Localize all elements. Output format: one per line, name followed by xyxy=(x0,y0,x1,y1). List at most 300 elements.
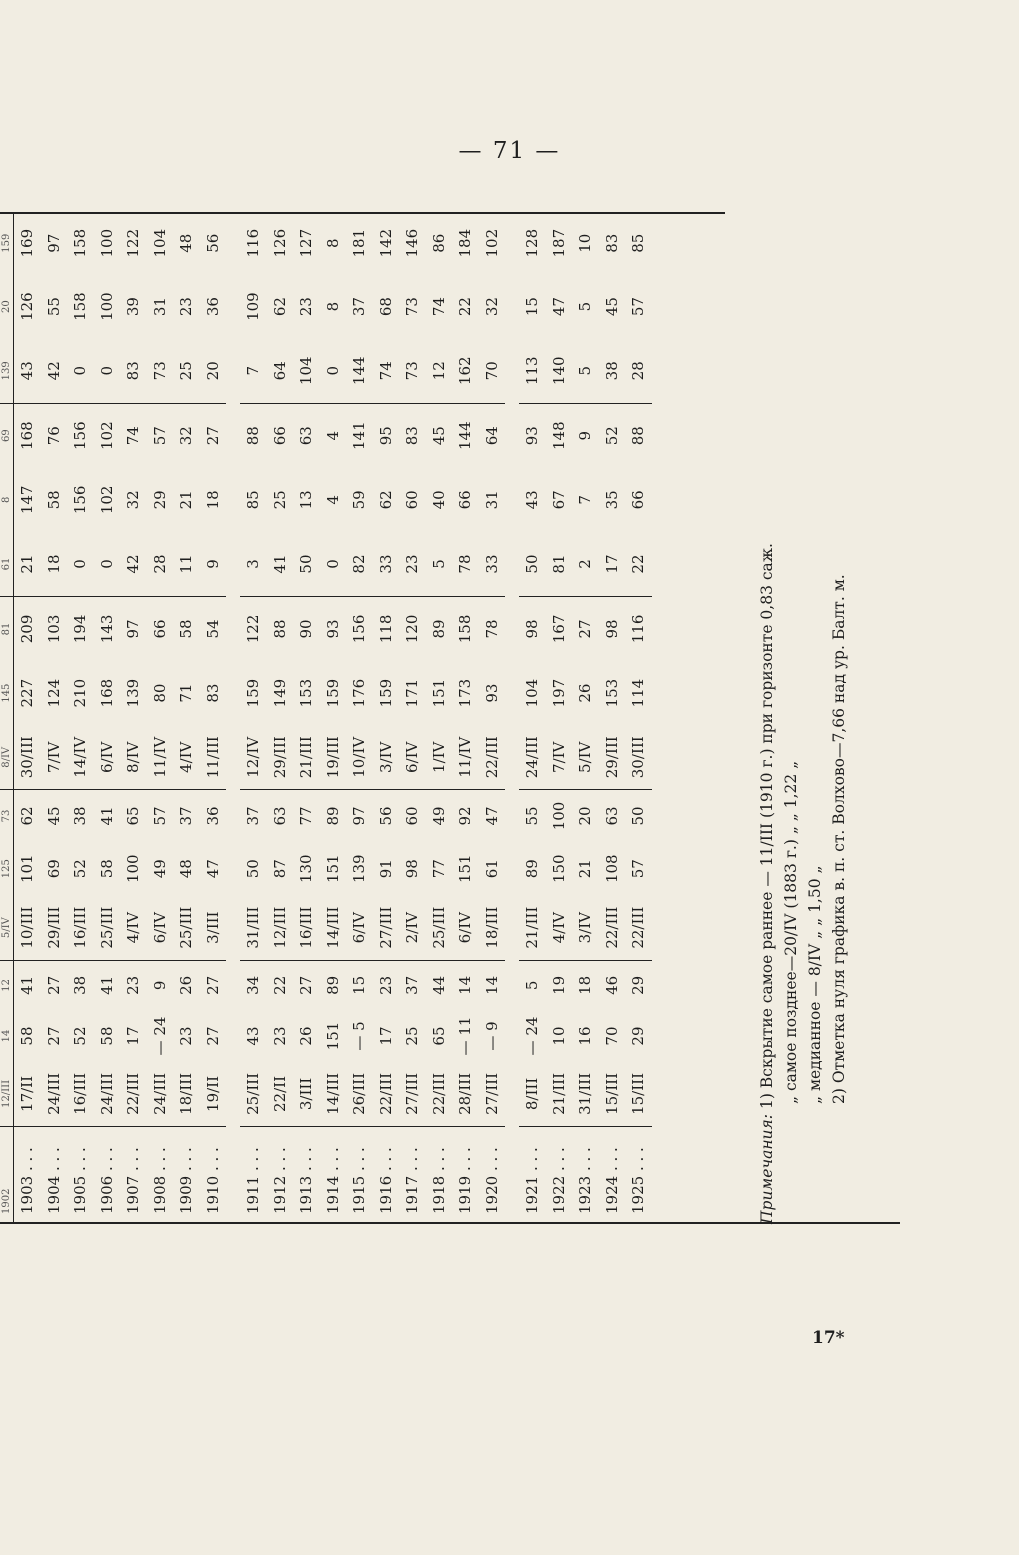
table-cell: 146 xyxy=(403,228,422,258)
table-cell: — 24 xyxy=(523,1016,542,1056)
table-cell: 15/III xyxy=(599,1062,626,1126)
table-cell: 128 xyxy=(523,228,542,258)
table-cell: 57 xyxy=(150,806,169,826)
year-cell: 1912 . . . xyxy=(270,1147,289,1214)
table-cell: 158 xyxy=(456,614,475,644)
table-cell: 48 xyxy=(177,233,196,253)
table-cell: 4 xyxy=(323,495,342,505)
table-cell: 27/III xyxy=(399,1062,426,1126)
table-cell: 153 xyxy=(602,678,621,708)
table-cell: 4/IV xyxy=(120,896,147,960)
table-cell: 47 xyxy=(482,806,501,826)
table-cell: 15/III xyxy=(625,1062,652,1126)
table-row xyxy=(426,212,453,1222)
table-cell: 98 xyxy=(602,619,621,639)
table-cell: 103 xyxy=(44,614,63,644)
table-cell: 17 xyxy=(599,532,626,596)
table-cell: 54 xyxy=(203,619,222,639)
table-cell: 23 xyxy=(376,975,395,995)
table-cell: 41 xyxy=(267,532,294,596)
year-cell: 1922 . . . xyxy=(549,1147,568,1214)
table-cell: 148 xyxy=(549,421,568,450)
table-cell: 95 xyxy=(376,426,395,446)
table-cell: 140 xyxy=(546,339,573,403)
table-cell: 41 xyxy=(97,806,116,826)
table-row xyxy=(240,212,267,1222)
table-cell: 100 xyxy=(549,801,568,831)
table-cell: 113 xyxy=(519,339,546,403)
signature-mark: 17* xyxy=(812,1328,845,1348)
table-row xyxy=(120,212,147,1222)
table-cell: 181 xyxy=(350,228,369,258)
table-cell: 28 xyxy=(147,532,174,596)
table-cell: — 9 xyxy=(482,1021,501,1051)
table-cell: 73 xyxy=(403,297,422,317)
table-cell: 60 xyxy=(403,806,422,826)
table-cell: 17 xyxy=(376,1026,395,1046)
table-cell: 68 xyxy=(376,297,395,317)
table-cell: 3/III xyxy=(200,896,227,960)
table-cell: 16/III xyxy=(67,896,94,960)
table-cell: 0 xyxy=(67,532,94,596)
table-cell: 90 xyxy=(297,619,316,639)
table-cell: 27 xyxy=(44,975,63,995)
separator-cell xyxy=(505,212,519,1222)
table-cell: 7/IV xyxy=(41,725,68,789)
table-row xyxy=(67,212,94,1222)
table-cell: 65 xyxy=(124,806,143,826)
table-cell: 156 xyxy=(71,421,90,450)
table-cell: 187 xyxy=(549,228,568,258)
table-cell: 89 xyxy=(323,806,342,826)
table-cell: 24/III xyxy=(41,1062,68,1126)
table-cell: 66 xyxy=(270,426,289,446)
table-row xyxy=(599,212,626,1222)
table-cell: 3/III xyxy=(293,1062,320,1126)
table-cell: 74 xyxy=(124,426,143,446)
table-cell: 10 xyxy=(549,1026,568,1046)
table-cell: 18/III xyxy=(173,1062,200,1126)
table-cell: 93 xyxy=(482,683,501,703)
table-cell: 26 xyxy=(177,975,196,995)
table-cell: 5 xyxy=(426,532,453,596)
table-cell: 118 xyxy=(376,614,395,644)
table-cell: 171 xyxy=(403,678,422,708)
table-cell: 32 xyxy=(177,426,196,446)
table-cell: 29/III xyxy=(599,725,626,789)
table-cell: 50 xyxy=(519,532,546,596)
table-cell: 16/III xyxy=(67,1062,94,1126)
note-line-3: „ медианное — 8/IV „ „ 1,50 „ xyxy=(806,865,824,1104)
table-cell: 97 xyxy=(350,806,369,826)
table-cell: 127 xyxy=(297,228,316,258)
table-cell: 4 xyxy=(323,430,342,441)
table-cell: 31/III xyxy=(572,1062,599,1126)
table-cell: 116 xyxy=(629,614,648,644)
table-cell: 64 xyxy=(482,426,501,446)
table-cell: 15 xyxy=(350,975,369,995)
table-row xyxy=(94,212,121,1222)
table-cell: 22/III xyxy=(426,1062,453,1126)
table-cell: 139 xyxy=(350,854,369,884)
table-cell: 18 xyxy=(41,532,68,596)
table-cell: 43 xyxy=(523,490,542,510)
table-cell: 74 xyxy=(373,339,400,403)
table-cell: 147 xyxy=(18,485,37,515)
table-cell: 10/III xyxy=(14,896,41,960)
table-cell: 55 xyxy=(44,297,63,317)
table-cell: 8/III xyxy=(519,1062,546,1126)
table-cell: 1/IV xyxy=(426,725,453,789)
table-cell: 19/III xyxy=(320,725,347,789)
table-cell: 30/III xyxy=(625,725,652,789)
table-cell: 102 xyxy=(97,485,116,515)
table-cell: 55 xyxy=(523,806,542,826)
table-cell: 7/IV xyxy=(546,725,573,789)
table-cell: 29/III xyxy=(41,896,68,960)
table-cell: 86 xyxy=(429,233,448,253)
table-cell: 12 xyxy=(0,960,14,1010)
table-cell: 25/III xyxy=(426,896,453,960)
table-cell: 24/III xyxy=(147,1062,174,1126)
table-cell: 23 xyxy=(124,975,143,995)
table-cell: 89 xyxy=(523,859,542,879)
table-cell: 49 xyxy=(150,859,169,879)
table-cell: 31 xyxy=(482,490,501,510)
year-cell: 1919 . . . xyxy=(456,1147,475,1214)
table-cell: 17/II xyxy=(14,1062,41,1126)
table-cell: 184 xyxy=(456,228,475,258)
table-cell: 8 xyxy=(323,238,342,248)
notes-label: Примечания: xyxy=(758,1113,776,1224)
table-cell: 73 xyxy=(399,339,426,403)
table-cell: 25/III xyxy=(173,896,200,960)
table-cell: 9 xyxy=(576,430,595,441)
table-cell: 71 xyxy=(177,683,196,703)
table-cell: 50 xyxy=(629,806,648,826)
table-cell: 22/III xyxy=(625,896,652,960)
table-cell: 66 xyxy=(629,490,648,510)
table-cell: 21/III xyxy=(546,1062,573,1126)
table-cell: 18/III xyxy=(479,896,506,960)
year-cell: 1908 . . . xyxy=(150,1147,169,1214)
table-cell: 22/III xyxy=(599,896,626,960)
table-cell: 124 xyxy=(44,678,63,708)
table-cell: 14/IV xyxy=(67,725,94,789)
table-cell: 11/IV xyxy=(147,725,174,789)
table-cell: 6/IV xyxy=(452,896,479,960)
table-row xyxy=(173,212,200,1222)
table-cell: 159 xyxy=(0,212,14,274)
table-cell: 9 xyxy=(200,532,227,596)
group-separator xyxy=(505,212,519,1222)
table-cell: 81 xyxy=(546,532,573,596)
table-cell: 151 xyxy=(323,854,342,884)
table-cell: 61 xyxy=(482,859,501,879)
table-cell: 93 xyxy=(323,619,342,639)
table-cell: 43 xyxy=(244,1026,263,1046)
table-cell: 38 xyxy=(71,975,90,995)
table-cell: 45 xyxy=(602,297,621,317)
table-cell: 108 xyxy=(602,854,621,884)
year-cell: 1904 . . . xyxy=(44,1147,63,1214)
year-cell: 1910 . . . xyxy=(203,1147,222,1214)
table-cell: 139 xyxy=(0,339,14,403)
table-cell: 26 xyxy=(576,683,595,703)
year-cell: 1923 . . . xyxy=(576,1147,595,1214)
page-number: — 71 — xyxy=(458,138,561,164)
table-row xyxy=(14,212,41,1222)
year-cell: 1915 . . . xyxy=(350,1147,369,1214)
note-text-1: 1) Вскрытие самое раннее — 11/III (1910 г.) при горизонте 0,83 саж. xyxy=(758,543,776,1110)
table-cell: 37 xyxy=(244,806,263,826)
table-cell: 25 xyxy=(173,339,200,403)
year-cell: 1918 . . . xyxy=(429,1147,448,1214)
table-row xyxy=(546,212,573,1222)
table-cell: 27 xyxy=(203,1026,222,1046)
table-cell: 153 xyxy=(297,678,316,708)
table-cell: 25/III xyxy=(240,1062,267,1126)
table-cell: 73 xyxy=(0,790,14,842)
note-line-2: „ самое позднее—20/IV (1883 г.) „ „ 1,22 „ xyxy=(782,760,800,1104)
table-cell: 125 xyxy=(0,842,14,896)
table-cell: 33 xyxy=(479,532,506,596)
table-cell: 120 xyxy=(403,614,422,644)
table-cell: 144 xyxy=(346,339,373,403)
table-cell: 11 xyxy=(173,532,200,596)
water-level-table xyxy=(0,212,652,1222)
table-cell: 52 xyxy=(71,859,90,879)
table-cell: 37 xyxy=(350,297,369,317)
table-cell: 158 xyxy=(71,292,90,321)
table-cell: 82 xyxy=(346,532,373,596)
table-cell: 35 xyxy=(602,490,621,510)
table-cell: 22 xyxy=(270,975,289,995)
table-cell: 10/IV xyxy=(346,725,373,789)
table-cell: 58 xyxy=(44,490,63,510)
table-cell: 64 xyxy=(267,339,294,403)
table-cell: 109 xyxy=(244,292,263,321)
table-cell: 60 xyxy=(403,490,422,510)
table-cell: 17 xyxy=(124,1026,143,1046)
table-cell: 23 xyxy=(270,1026,289,1046)
table-cell: 73 xyxy=(147,339,174,403)
table-cell: 30/III xyxy=(14,725,41,789)
table-cell: 12/III xyxy=(0,1062,14,1126)
table-cell: 50 xyxy=(293,532,320,596)
table-cell: 57 xyxy=(629,859,648,879)
table-row xyxy=(320,212,347,1222)
table-cell: 92 xyxy=(456,806,475,826)
year-cell: 1907 . . . xyxy=(124,1147,143,1214)
table-cell: 77 xyxy=(429,859,448,879)
table-row xyxy=(399,212,426,1222)
year-cell: 1921 . . . xyxy=(523,1147,542,1214)
table-row xyxy=(41,212,68,1222)
year-cell: 1924 . . . xyxy=(602,1147,621,1214)
table-cell: 210 xyxy=(71,678,90,708)
table-row xyxy=(200,212,227,1222)
table-cell: 194 xyxy=(71,614,90,644)
year-cell: 1917 . . . xyxy=(403,1147,422,1214)
table-cell: 78 xyxy=(452,532,479,596)
table-cell: 21/III xyxy=(293,725,320,789)
table-cell: 26 xyxy=(297,1026,316,1046)
table-cell: 85 xyxy=(244,490,263,510)
table-cell: 32 xyxy=(124,490,143,510)
table-cell: 102 xyxy=(482,228,501,258)
table-cell: 16 xyxy=(576,1026,595,1046)
table-cell: 6/IV xyxy=(346,896,373,960)
table-cell: 5 xyxy=(523,980,542,991)
table-cell: 21/III xyxy=(519,896,546,960)
table-cell: 18 xyxy=(576,975,595,995)
table-cell: 62 xyxy=(376,490,395,510)
table-cell: 8 xyxy=(323,301,342,312)
table-cell: 159 xyxy=(376,678,395,708)
table-cell: 162 xyxy=(452,339,479,403)
table-cell: 11/IV xyxy=(452,725,479,789)
table-cell: 151 xyxy=(429,678,448,708)
table-cell: 63 xyxy=(602,806,621,826)
year-cell: 1914 . . . xyxy=(323,1147,342,1214)
table-cell: 39 xyxy=(124,297,143,317)
table-cell: 27/III xyxy=(479,1062,506,1126)
table-cell: 0 xyxy=(320,532,347,596)
year-cell: 1906 . . . xyxy=(97,1147,116,1214)
table-cell: 98 xyxy=(403,859,422,879)
table-cell: 41 xyxy=(97,975,116,995)
table-cell: 142 xyxy=(376,228,395,258)
table-cell: 56 xyxy=(376,806,395,826)
table-cell: 49 xyxy=(429,806,448,826)
table-cell: 156 xyxy=(350,614,369,644)
table-cell: 57 xyxy=(150,426,169,446)
table-cell: 104 xyxy=(523,678,542,708)
table-cell: 36 xyxy=(203,806,222,826)
table-cell: 81 xyxy=(0,596,14,660)
table-header-row xyxy=(0,212,14,1222)
table-cell: 83 xyxy=(120,339,147,403)
table-cell: 176 xyxy=(350,678,369,708)
table-cell: 16/III xyxy=(293,896,320,960)
table-cell: 149 xyxy=(270,678,289,708)
year-cell: 1903 . . . xyxy=(18,1147,37,1214)
table-cell: 18 xyxy=(203,490,222,510)
table-cell: 62 xyxy=(270,297,289,317)
year-cell: 1902 xyxy=(0,1126,14,1222)
table-cell: 83 xyxy=(403,426,422,446)
table-cell: 10 xyxy=(576,233,595,253)
table-cell: 14/III xyxy=(320,1062,347,1126)
table-cell: 91 xyxy=(376,859,395,879)
table-cell: 14 xyxy=(456,975,475,995)
table-cell: 209 xyxy=(18,614,37,644)
table-cell: 62 xyxy=(18,806,37,826)
table-cell: 23 xyxy=(177,1026,196,1046)
table-cell: 0 xyxy=(94,532,121,596)
table-cell: 24/III xyxy=(519,725,546,789)
table-cell: 3/IV xyxy=(373,725,400,789)
table-cell: 100 xyxy=(97,228,116,258)
table-cell: 169 xyxy=(18,228,37,258)
year-cell: 1913 . . . xyxy=(297,1147,316,1214)
table-cell: 116 xyxy=(244,228,263,258)
year-cell: 1925 . . . xyxy=(629,1147,648,1214)
table-cell: 168 xyxy=(97,678,116,708)
table-cell: 27 xyxy=(203,975,222,995)
table-cell: 58 xyxy=(97,859,116,879)
table-cell: 87 xyxy=(270,859,289,879)
table-cell: 173 xyxy=(456,678,475,708)
table-cell: 3 xyxy=(240,532,267,596)
table-cell: 197 xyxy=(549,678,568,708)
table-cell: 12 xyxy=(426,339,453,403)
table-cell: 57 xyxy=(629,297,648,317)
table-cell: 83 xyxy=(602,233,621,253)
table-cell: 9 xyxy=(150,980,169,991)
table-cell: 52 xyxy=(602,426,621,446)
table-cell: 0 xyxy=(67,339,94,403)
note-line-4: 2) Отметка нуля графика в. п. ст. Волхово—7,66 над ур. Балт. м. xyxy=(830,574,848,1104)
table-cell: 151 xyxy=(323,1021,342,1051)
table-cell: 26/III xyxy=(346,1062,373,1126)
table-cell: 42 xyxy=(120,532,147,596)
table-cell: 25/III xyxy=(94,896,121,960)
table-cell: 6/IV xyxy=(399,725,426,789)
table-cell: 114 xyxy=(629,678,648,708)
table-cell: 58 xyxy=(97,1026,116,1046)
table-cell: 0 xyxy=(94,339,121,403)
table-cell: 8/IV xyxy=(0,725,14,789)
table-row xyxy=(479,212,506,1222)
table-cell: 22/III xyxy=(479,725,506,789)
table-cell: 58 xyxy=(177,619,196,639)
table-cell: 14/III xyxy=(320,896,347,960)
table-row xyxy=(147,212,174,1222)
separator-cell xyxy=(226,212,240,1222)
year-cell: 1911 . . . xyxy=(244,1147,263,1214)
table-cell: 89 xyxy=(429,619,448,639)
table-cell: 27 xyxy=(203,426,222,446)
table-cell: 167 xyxy=(549,614,568,644)
table-cell: 21 xyxy=(14,532,41,596)
table-cell: 15 xyxy=(523,297,542,317)
table-cell: — 11 xyxy=(456,1016,475,1056)
table-cell: 48 xyxy=(177,859,196,879)
table-cell: 156 xyxy=(71,485,90,515)
table-cell: 20 xyxy=(200,339,227,403)
table-cell: 12/IV xyxy=(240,725,267,789)
table-cell: 144 xyxy=(456,421,475,450)
table-cell: 23 xyxy=(297,297,316,317)
table-cell: 80 xyxy=(150,683,169,703)
table-cell: 0 xyxy=(320,339,347,403)
table-cell: 46 xyxy=(602,975,621,995)
table-cell: 23 xyxy=(177,297,196,317)
table-cell: 5 xyxy=(576,301,595,312)
table-cell: 3/IV xyxy=(572,896,599,960)
table-cell: 151 xyxy=(456,854,475,884)
table-cell: 47 xyxy=(203,859,222,879)
table-cell: 67 xyxy=(549,490,568,510)
table-cell: 88 xyxy=(244,426,263,446)
table-cell: 29 xyxy=(150,490,169,510)
table-cell: 14 xyxy=(482,975,501,995)
table-cell: 93 xyxy=(523,426,542,446)
table-cell: 7 xyxy=(576,495,595,505)
table-cell: 13 xyxy=(297,490,316,510)
